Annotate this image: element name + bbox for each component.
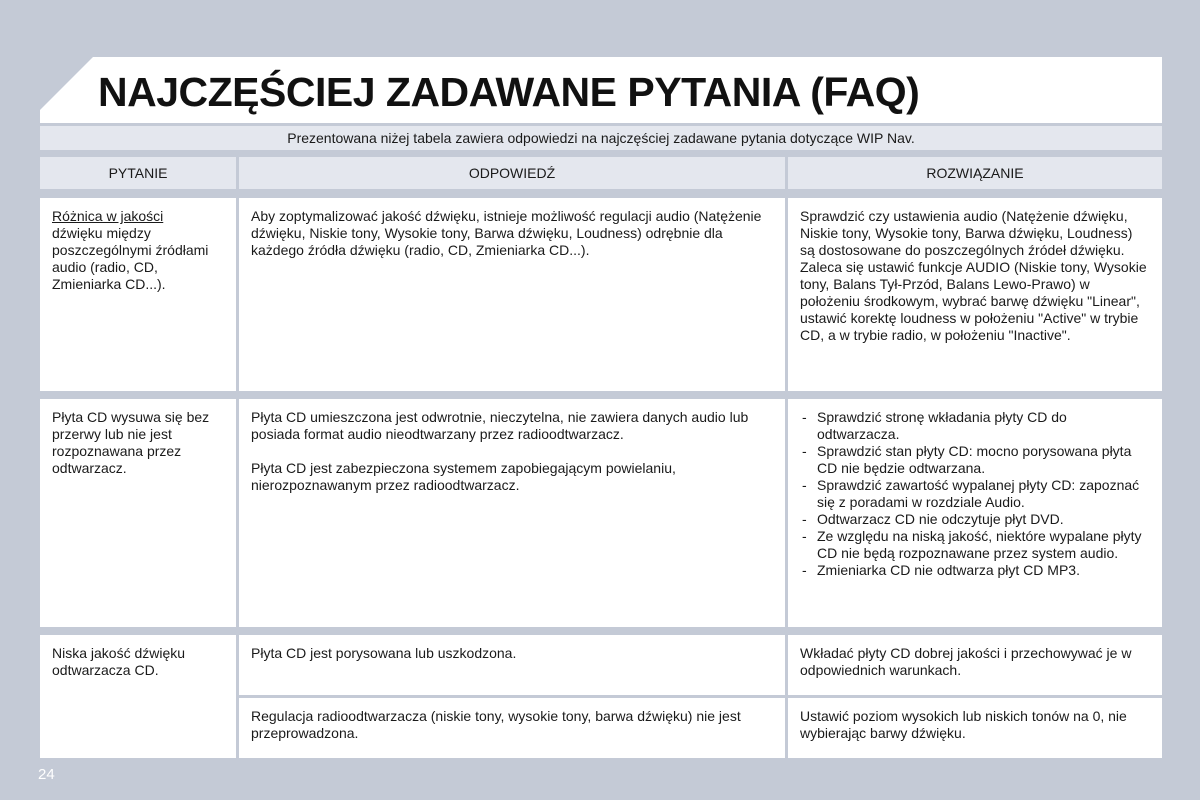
- solution-list-item: - Zmieniarka CD nie odtwarza płyt CD MP3.: [800, 562, 1150, 579]
- row-3-answer-2-text: Regulacja radioodtwarzacza (niskie tony, wysokie tony, barwa dźwięku) nie jest przeprowadzona.: [251, 708, 741, 741]
- row-3-answer-1-text: Płyta CD jest porysowana lub uszkodzona.: [251, 645, 517, 661]
- intro-text: Prezentowana niżej tabela zawiera odpowiedzi na najczęściej zadawane pytania dotyczące WIP Nav.: [287, 130, 915, 146]
- row-1-question: [40, 198, 236, 391]
- row-1-answer-text: Aby zoptymalizować jakość dźwięku, istnieje możliwość regulacji audio (Natężenie dźwięku, Niskie tony, Wysokie tony, Barwa dźwięku, Loudness) odrębnie dla każdego źródła dźwięku (radio, CD, Zmieniarka CD...).: [251, 208, 762, 258]
- row-1-solution-text: Sprawdzić czy ustawienia audio (Natężenie dźwięku, Niskie tony, Wysokie tony, Barwa dźwięku, Loudness) są dostosowane do poszczególnych źródeł dźwięku. Zaleca się ustawić funkcje AUDIO (Niskie tony, Wysokie tony, Balans Tył-Przód, Balans Lewo-Prawo) w położeniu środkowym, wybrać barwę dźwięku "Linear", ustawić korektę loudness w położeniu "Active" w trybie CD, a w trybie radio, w położeniu "Inactive".: [800, 208, 1147, 343]
- row-2-solution: [788, 399, 1162, 627]
- row-2-answer-1: Płyta CD umieszczona jest odwrotnie, nieczytelna, nie zawiera danych audio lub posiada format audio nieodtwarzany przez radioodtwarzacz.: [251, 409, 749, 442]
- page-title: NAJCZĘŚCIEJ ZADAWANE PYTANIA (FAQ): [98, 69, 920, 115]
- row-2-answer-2: Płyta CD jest zabezpieczona systemem zapobiegającym powielaniu, nierozpoznawanym przez radioodtwarzacz.: [251, 460, 676, 493]
- row-2-answer: [239, 399, 785, 627]
- solution-list-item: - Sprawdzić stronę wkładania płyty CD do odtwarzacza.: [800, 409, 1150, 443]
- header-question: PYTANIE: [40, 157, 236, 189]
- header-solution: ROZWIĄZANIE: [788, 157, 1162, 189]
- row-3-solution-2-text: Ustawić poziom wysokich lub niskich tonów na 0, nie wybierając barwy dźwięku.: [800, 708, 1127, 741]
- solution-list-item: - Odtwarzacz CD nie odczytuje płyt DVD.: [800, 511, 1150, 528]
- row-2-solution-list: [800, 409, 1150, 579]
- solution-list-item: - Ze względu na niską jakość, niektóre wypalane płyty CD nie będą rozpoznawane przez system audio.: [800, 528, 1150, 562]
- row-3-question-text: Niska jakość dźwięku odtwarzacza CD.: [52, 645, 186, 678]
- row-1-answer: [239, 198, 785, 391]
- row-1-question-lead: Różnica w jakości: [52, 208, 164, 224]
- solution-list-item: - Sprawdzić zawartość wypalanej płyty CD: zapoznać się z poradami w rozdziale Audio.: [800, 477, 1150, 511]
- page-number: 24: [38, 766, 55, 783]
- row-3-answer-1: [239, 635, 785, 695]
- row-3-solution-1: [788, 635, 1162, 695]
- row-1-solution: [788, 198, 1162, 391]
- solution-list-item: - Sprawdzić stan płyty CD: mocno porysowana płyta CD nie będzie odtwarzana.: [800, 443, 1150, 477]
- row-2-question: [40, 399, 236, 627]
- row-3-solution-1-text: Wkładać płyty CD dobrej jakości i przechowywać je w odpowiednich warunkach.: [800, 645, 1132, 678]
- row-2-question-text: Płyta CD wysuwa się bez przerwy lub nie jest rozpoznawana przez odtwarzacz.: [52, 409, 210, 476]
- row-3-answer-2: [239, 698, 785, 758]
- row-3-question: [40, 635, 236, 758]
- header-answer: ODPOWIEDŹ: [239, 157, 785, 189]
- row-1-question-rest: dźwięku między poszczególnymi źródłami audio (radio, CD, Zmieniarka CD...).: [52, 225, 209, 292]
- row-3-solution-2: [788, 698, 1162, 758]
